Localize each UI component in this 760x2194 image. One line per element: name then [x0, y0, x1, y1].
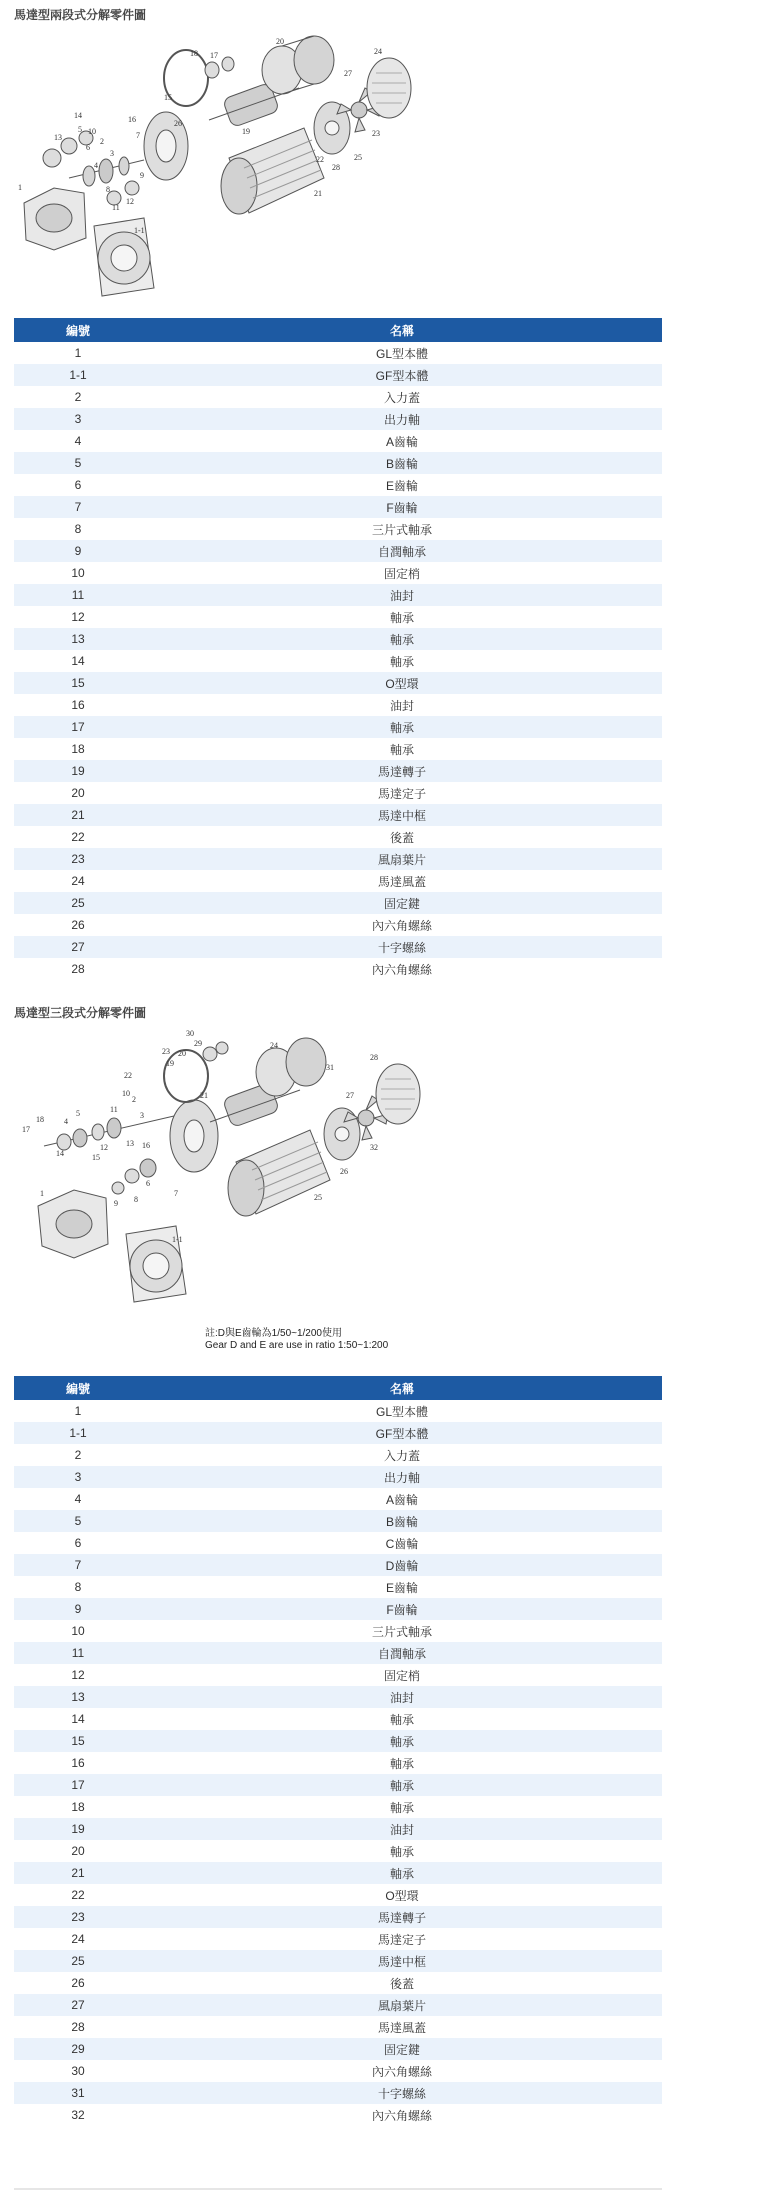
- part-name: 固定梢: [383, 1668, 420, 1683]
- part-number: 3: [14, 1466, 142, 1488]
- part-name: A齒輪: [385, 434, 418, 449]
- table-row: [14, 518, 662, 540]
- svg-text:3: 3: [110, 149, 114, 158]
- svg-text:26: 26: [174, 119, 182, 128]
- part-number: 10: [71, 566, 85, 580]
- part-number: 1-1: [14, 364, 142, 386]
- table-row: [14, 2016, 662, 2038]
- part-name: O型環: [385, 1888, 419, 1903]
- note-chinese: 註:D與E齒輪為1/50~1/200使用: [205, 1328, 342, 1339]
- svg-text:19: 19: [242, 127, 250, 136]
- table-row: [14, 2060, 662, 2082]
- part-number: 1-1: [14, 1422, 142, 1444]
- svg-text:30: 30: [186, 1029, 194, 1038]
- svg-text:23: 23: [162, 1047, 170, 1056]
- svg-text:1-1: 1-1: [134, 226, 145, 235]
- part-number: 15: [14, 1730, 142, 1752]
- table-row: [14, 1994, 662, 2016]
- header-number: 編號: [14, 318, 142, 342]
- table-row: [14, 738, 662, 760]
- part-name: 軸承: [389, 742, 414, 757]
- table-row: [14, 584, 662, 606]
- part-name: D齒輪: [142, 1554, 662, 1576]
- svg-text:16: 16: [142, 1141, 150, 1150]
- table-row: [14, 2038, 662, 2060]
- table-row: [14, 2082, 662, 2104]
- part-number: 17: [14, 716, 142, 738]
- part-name: 軸承: [389, 1712, 414, 1727]
- svg-text:1-1: 1-1: [172, 1235, 183, 1244]
- part-name: GF型本體: [142, 364, 662, 386]
- part-name: 三片式軸承: [371, 1624, 432, 1639]
- part-number: 13: [14, 1686, 142, 1708]
- part-name: 軸承: [389, 1844, 414, 1859]
- header-name: 名稱: [142, 1376, 662, 1400]
- svg-text:2: 2: [132, 1095, 136, 1104]
- part-name: 馬達風蓋: [377, 874, 426, 889]
- part-name: 入力蓋: [383, 390, 420, 405]
- table-row: [14, 958, 662, 980]
- part-name: 三片式軸承: [371, 522, 432, 537]
- table-row: [14, 474, 662, 496]
- part-number: 20: [71, 1844, 85, 1858]
- table-row: [14, 1598, 662, 1620]
- svg-text:15: 15: [92, 1153, 100, 1162]
- table-row: [14, 1642, 662, 1664]
- svg-text:28: 28: [370, 1053, 378, 1062]
- parts-table-three-stage: [14, 1376, 662, 2126]
- parts-table-two-stage: [14, 318, 662, 980]
- part-name: 固定梢: [383, 566, 420, 581]
- table-row: [14, 1774, 662, 1796]
- part-number: 28: [71, 2020, 85, 2034]
- bottom-divider: [14, 2188, 662, 2190]
- part-name: 馬達轉子: [142, 760, 662, 782]
- part-name: C齒輪: [385, 1536, 419, 1551]
- part-number: 9: [14, 540, 142, 562]
- svg-text:26: 26: [340, 1167, 348, 1176]
- header-name: 名稱: [142, 318, 662, 342]
- part-name: 十字螺絲: [142, 936, 662, 958]
- table-row: [14, 1796, 662, 1818]
- part-number: 9: [14, 1598, 142, 1620]
- table-row: [14, 1576, 662, 1598]
- part-name: 入力蓋: [383, 1448, 420, 1463]
- svg-text:17: 17: [210, 51, 218, 60]
- part-number: 12: [71, 610, 85, 624]
- part-name: 內六角螺絲: [371, 962, 432, 977]
- part-name: 軸承: [389, 654, 414, 669]
- table-row: [14, 1488, 662, 1510]
- section-title-two-stage: 馬達型兩段式分解零件圖: [14, 8, 147, 22]
- part-number: 7: [14, 1554, 142, 1576]
- part-name: B齒輪: [142, 452, 662, 474]
- svg-text:4: 4: [64, 1117, 68, 1126]
- part-number: 11: [14, 1642, 142, 1664]
- svg-text:8: 8: [134, 1195, 138, 1204]
- table-row: [14, 892, 662, 914]
- part-number: 4: [74, 434, 82, 448]
- table-row: [14, 540, 662, 562]
- svg-text:14: 14: [74, 111, 82, 120]
- part-number: 4: [74, 1492, 82, 1506]
- svg-text:31: 31: [326, 1063, 334, 1072]
- table-row: [14, 408, 662, 430]
- svg-text:27: 27: [346, 1091, 354, 1100]
- part-name: 軸承: [142, 1730, 662, 1752]
- table-row: [14, 826, 662, 848]
- svg-text:3: 3: [140, 1111, 144, 1120]
- svg-text:23: 23: [372, 129, 380, 138]
- svg-text:24: 24: [374, 47, 382, 56]
- part-number: 19: [14, 760, 142, 782]
- part-name: 油封: [142, 1818, 662, 1840]
- part-number: 16: [71, 698, 85, 712]
- header-number: 編號: [14, 1376, 142, 1400]
- table-row: [14, 386, 662, 408]
- svg-text:27: 27: [344, 69, 352, 78]
- svg-text:2: 2: [100, 137, 104, 146]
- part-name: GL型本體: [375, 1404, 428, 1419]
- table-row: [14, 694, 662, 716]
- part-name: 馬達中框: [142, 804, 662, 826]
- table-row: [14, 2104, 662, 2126]
- part-number: 30: [71, 2064, 85, 2078]
- part-number: 26: [71, 918, 85, 932]
- svg-text:4: 4: [94, 161, 98, 170]
- part-number: 2: [74, 1448, 82, 1462]
- table-row: [14, 716, 662, 738]
- table-row: [14, 562, 662, 584]
- part-name: 馬達中框: [142, 1950, 662, 1972]
- svg-text:22: 22: [316, 155, 324, 164]
- svg-text:10: 10: [88, 127, 96, 136]
- part-name: F齒輪: [142, 1598, 662, 1620]
- table-row: [14, 628, 662, 650]
- table-header-row: [14, 1376, 662, 1400]
- part-number: 19: [14, 1818, 142, 1840]
- svg-text:10: 10: [122, 1089, 130, 1098]
- table-row: [14, 936, 662, 958]
- part-name: E齒輪: [385, 478, 418, 493]
- svg-text:7: 7: [136, 131, 140, 140]
- part-name: 出力軸: [142, 1466, 662, 1488]
- svg-text:21: 21: [314, 189, 322, 198]
- part-name: A齒輪: [385, 1492, 418, 1507]
- table-row: [14, 1400, 662, 1422]
- table-header-row: [14, 318, 662, 342]
- svg-text:6: 6: [86, 143, 90, 152]
- table-row: [14, 650, 662, 672]
- part-name: 風扇葉片: [142, 1994, 662, 2016]
- svg-text:29: 29: [194, 1039, 202, 1048]
- svg-text:25: 25: [354, 153, 362, 162]
- part-number: 29: [14, 2038, 142, 2060]
- svg-text:5: 5: [76, 1109, 80, 1118]
- table-row: [14, 804, 662, 826]
- part-name: 軸承: [389, 1756, 414, 1771]
- part-number: 14: [71, 1712, 85, 1726]
- part-number: 13: [14, 628, 142, 650]
- part-number: 22: [71, 830, 85, 844]
- part-number: 24: [71, 874, 85, 888]
- table-row: [14, 760, 662, 782]
- part-number: 3: [14, 408, 142, 430]
- part-number: 1: [74, 346, 82, 360]
- table-row: [14, 1620, 662, 1642]
- svg-text:9: 9: [114, 1199, 118, 1208]
- part-number: 11: [14, 584, 142, 606]
- table-row: [14, 848, 662, 870]
- part-number: 28: [71, 962, 85, 976]
- part-number: 5: [14, 452, 142, 474]
- svg-text:20: 20: [276, 37, 284, 46]
- svg-text:32: 32: [370, 1143, 378, 1152]
- table-row: [14, 870, 662, 892]
- section-title-three-stage: 馬達型三段式分解零件圖: [14, 1006, 147, 1020]
- table-row: [14, 782, 662, 804]
- table-row: [14, 1686, 662, 1708]
- table-row: [14, 1928, 662, 1950]
- part-number: 25: [14, 1950, 142, 1972]
- part-name: 後蓋: [389, 830, 414, 845]
- gear-usage-note: [205, 1328, 388, 1352]
- note-english: Gear D and E are use in ratio 1:50~1:200: [205, 1340, 389, 1351]
- table-row: [14, 1818, 662, 1840]
- part-name: 軸承: [389, 1800, 414, 1815]
- part-number: 6: [74, 1536, 82, 1550]
- table-row: [14, 430, 662, 452]
- part-name: 自潤軸承: [142, 1642, 662, 1664]
- part-number: 6: [74, 478, 82, 492]
- part-name: 後蓋: [389, 1976, 414, 1991]
- part-number: 1: [74, 1404, 82, 1418]
- table-row: [14, 1444, 662, 1466]
- part-name: E齒輪: [385, 1580, 418, 1595]
- table-row: [14, 672, 662, 694]
- part-name: 軸承: [389, 610, 414, 625]
- part-name: 內六角螺絲: [371, 2064, 432, 2079]
- svg-text:21: 21: [200, 1091, 208, 1100]
- part-number: 8: [74, 522, 82, 536]
- table-row: [14, 1730, 662, 1752]
- part-number: 5: [14, 1510, 142, 1532]
- svg-text:8: 8: [106, 185, 110, 194]
- part-number: 12: [71, 1668, 85, 1682]
- part-name: 內六角螺絲: [371, 2108, 432, 2123]
- part-number: 22: [71, 1888, 85, 1902]
- part-number: 23: [14, 1906, 142, 1928]
- part-name: 馬達定子: [377, 1932, 426, 1947]
- svg-text:16: 16: [128, 115, 136, 124]
- svg-text:1: 1: [18, 183, 22, 192]
- part-number: 21: [14, 804, 142, 826]
- part-name: GL型本體: [375, 346, 428, 361]
- table-row: [14, 342, 662, 364]
- part-name: 軸承: [142, 1774, 662, 1796]
- part-number: 25: [14, 892, 142, 914]
- table-row: [14, 1664, 662, 1686]
- svg-text:11: 11: [110, 1105, 118, 1114]
- part-number: 24: [71, 1932, 85, 1946]
- part-number: 32: [71, 2108, 85, 2122]
- part-number: 16: [71, 1756, 85, 1770]
- part-name: 十字螺絲: [142, 2082, 662, 2104]
- svg-text:13: 13: [126, 1139, 134, 1148]
- svg-text:28: 28: [332, 163, 340, 172]
- part-number: 20: [71, 786, 85, 800]
- part-number: 10: [71, 1624, 85, 1638]
- part-number: 18: [71, 1800, 85, 1814]
- table-row: [14, 1884, 662, 1906]
- part-name: 自潤軸承: [142, 540, 662, 562]
- svg-text:13: 13: [54, 133, 62, 142]
- part-name: GF型本體: [142, 1422, 662, 1444]
- part-name: 軸承: [142, 716, 662, 738]
- svg-text:11: 11: [112, 203, 120, 212]
- part-name: 馬達轉子: [142, 1906, 662, 1928]
- svg-text:15: 15: [164, 93, 172, 102]
- part-name: 油封: [142, 1686, 662, 1708]
- table-row: [14, 1862, 662, 1884]
- part-name: 出力軸: [142, 408, 662, 430]
- part-name: 油封: [389, 698, 414, 713]
- svg-text:19: 19: [166, 1059, 174, 1068]
- exploded-diagram-two-stage: [14, 28, 414, 298]
- svg-text:22: 22: [124, 1071, 132, 1080]
- svg-text:12: 12: [100, 1143, 108, 1152]
- svg-text:24: 24: [270, 1041, 278, 1050]
- table-row: [14, 1554, 662, 1576]
- part-name: 油封: [142, 584, 662, 606]
- svg-text:9: 9: [140, 171, 144, 180]
- table-row: [14, 914, 662, 936]
- part-number: 27: [14, 1994, 142, 2016]
- svg-text:20: 20: [178, 1049, 186, 1058]
- part-name: 內六角螺絲: [371, 918, 432, 933]
- part-number: 27: [14, 936, 142, 958]
- svg-text:17: 17: [22, 1125, 30, 1134]
- part-name: O型環: [142, 672, 662, 694]
- table-row: [14, 1708, 662, 1730]
- exploded-diagram-three-stage: [14, 1026, 424, 1306]
- table-row: [14, 1466, 662, 1488]
- part-name: F齒輪: [142, 496, 662, 518]
- part-number: 7: [14, 496, 142, 518]
- part-name: 馬達風蓋: [377, 2020, 426, 2035]
- table-row: [14, 1840, 662, 1862]
- table-row: [14, 496, 662, 518]
- svg-text:25: 25: [314, 1193, 322, 1202]
- part-name: 風扇葉片: [142, 848, 662, 870]
- svg-text:12: 12: [126, 197, 134, 206]
- table-row: [14, 1950, 662, 1972]
- part-name: B齒輪: [142, 1510, 662, 1532]
- svg-text:1: 1: [40, 1189, 44, 1198]
- part-number: 14: [71, 654, 85, 668]
- table-row: [14, 1422, 662, 1444]
- part-number: 31: [14, 2082, 142, 2104]
- part-number: 21: [14, 1862, 142, 1884]
- part-name: 固定鍵: [142, 2038, 662, 2060]
- part-number: 26: [71, 1976, 85, 1990]
- part-number: 8: [74, 1580, 82, 1594]
- table-row: [14, 1532, 662, 1554]
- table-row: [14, 1906, 662, 1928]
- table-row: [14, 364, 662, 386]
- svg-text:6: 6: [146, 1179, 150, 1188]
- table-row: [14, 452, 662, 474]
- part-number: 2: [74, 390, 82, 404]
- part-name: 固定鍵: [142, 892, 662, 914]
- part-number: 23: [14, 848, 142, 870]
- svg-text:7: 7: [174, 1189, 178, 1198]
- table-row: [14, 1752, 662, 1774]
- table-row: [14, 1510, 662, 1532]
- svg-text:14: 14: [56, 1149, 64, 1158]
- part-number: 17: [14, 1774, 142, 1796]
- part-name: 軸承: [142, 1862, 662, 1884]
- svg-text:18: 18: [190, 49, 198, 58]
- table-row: [14, 1972, 662, 1994]
- part-name: 軸承: [142, 628, 662, 650]
- part-number: 15: [14, 672, 142, 694]
- svg-text:18: 18: [36, 1115, 44, 1124]
- table-row: [14, 606, 662, 628]
- part-name: 馬達定子: [377, 786, 426, 801]
- svg-text:5: 5: [78, 125, 82, 134]
- part-number: 18: [71, 742, 85, 756]
